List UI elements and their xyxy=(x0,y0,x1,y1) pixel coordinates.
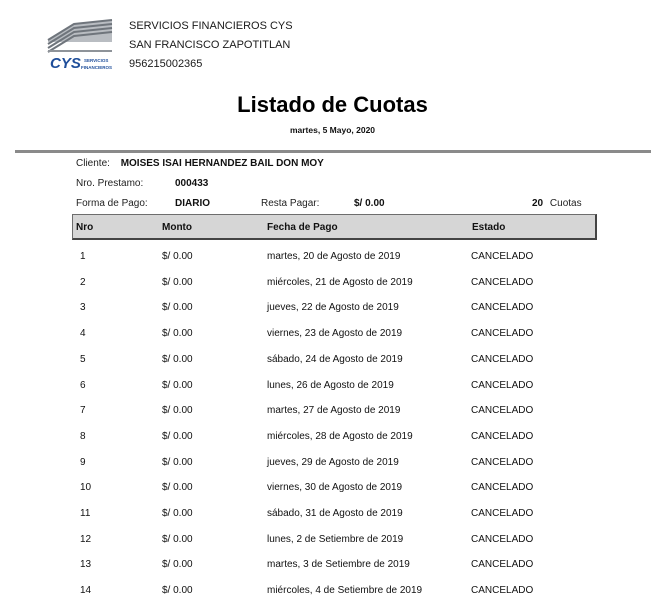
company-location: SAN FRANCISCO ZAPOTITLAN xyxy=(129,39,291,51)
quotas-label: Cuotas xyxy=(549,198,582,209)
logo-text: CYS xyxy=(50,55,81,72)
table-row xyxy=(0,527,665,552)
client-line xyxy=(76,158,324,169)
payment-line xyxy=(76,198,148,209)
table-row xyxy=(0,450,665,475)
row-nro: 14 xyxy=(80,585,92,597)
row-monto: $/ 0.00 xyxy=(162,585,193,597)
table-row xyxy=(0,373,665,398)
row-fecha: jueves, 22 de Agosto de 2019 xyxy=(267,302,399,314)
row-nro: 13 xyxy=(80,559,92,571)
row-nro: 9 xyxy=(80,456,86,468)
row-fecha: martes, 3 de Setiembre de 2019 xyxy=(267,559,410,571)
row-estado: CANCELADO xyxy=(471,251,534,262)
row-monto: $/ 0.00 xyxy=(162,328,193,340)
client-value: MOISES ISAI HERNANDEZ BAIL DON MOY xyxy=(120,158,324,169)
row-nro: 2 xyxy=(80,276,86,288)
row-fecha: miércoles, 4 de Setiembre de 2019 xyxy=(267,585,423,597)
row-nro: 5 xyxy=(80,353,86,365)
row-nro: 1 xyxy=(80,251,86,262)
row-estado: CANCELADO xyxy=(471,456,534,468)
row-estado: CANCELADO xyxy=(471,508,534,519)
row-fecha: viernes, 23 de Agosto de 2019 xyxy=(267,328,403,340)
row-monto: $/ 0.00 xyxy=(162,559,193,571)
payment-method xyxy=(175,198,210,209)
row-estado: CANCELADO xyxy=(471,276,534,288)
row-monto: $/ 0.00 xyxy=(162,353,193,365)
table-row xyxy=(0,424,665,449)
header-estado: Estado xyxy=(472,222,506,233)
table-row xyxy=(0,475,665,500)
row-nro: 6 xyxy=(80,379,86,391)
company-logo xyxy=(44,12,116,72)
table-row xyxy=(0,398,665,423)
row-fecha: miércoles, 28 de Agosto de 2019 xyxy=(267,430,413,442)
row-estado: CANCELADO xyxy=(471,328,534,340)
quotas-summary xyxy=(532,198,582,209)
company-phone: 956215002365 xyxy=(129,58,203,70)
row-nro: 11 xyxy=(80,508,91,519)
table-row xyxy=(0,295,665,320)
row-estado: CANCELADO xyxy=(471,405,534,417)
row-nro: 3 xyxy=(80,302,86,314)
row-monto: $/ 0.00 xyxy=(162,482,193,494)
row-monto: $/ 0.00 xyxy=(162,302,193,314)
table-row xyxy=(0,270,665,295)
table-row xyxy=(0,552,665,577)
loan-value: 000433 xyxy=(175,178,209,189)
table-row xyxy=(0,244,665,269)
row-estado: CANCELADO xyxy=(471,533,534,545)
header-monto: Monto xyxy=(162,222,192,233)
loan-number xyxy=(175,178,208,189)
row-monto: $/ 0.00 xyxy=(162,456,193,468)
row-estado: CANCELADO xyxy=(471,353,534,365)
row-nro: 7 xyxy=(80,405,86,417)
remaining-label: Resta Pagar: xyxy=(261,198,320,209)
quotas-count: 20 xyxy=(532,198,544,209)
payment-label: Forma de Pago: xyxy=(76,198,148,209)
company-name: SERVICIOS FINANCIEROS CYS xyxy=(129,20,293,32)
row-nro: 8 xyxy=(80,430,86,442)
row-monto: $/ 0.00 xyxy=(162,533,193,545)
report-date: martes, 5 Mayo, 2020 xyxy=(289,125,376,135)
row-estado: CANCELADO xyxy=(471,430,534,442)
row-estado: CANCELADO xyxy=(471,559,534,571)
table-row xyxy=(0,321,665,346)
row-nro: 10 xyxy=(80,482,92,494)
row-fecha: miércoles, 21 de Agosto de 2019 xyxy=(267,276,413,288)
row-nro: 4 xyxy=(80,328,86,340)
row-fecha: viernes, 30 de Agosto de 2019 xyxy=(267,482,403,494)
row-estado: CANCELADO xyxy=(471,585,534,597)
row-monto: $/ 0.00 xyxy=(162,430,193,442)
row-fecha: martes, 27 de Agosto de 2019 xyxy=(267,405,401,417)
row-monto: $/ 0.00 xyxy=(162,508,193,519)
row-monto: $/ 0.00 xyxy=(162,251,193,262)
row-monto: $/ 0.00 xyxy=(162,276,193,288)
row-fecha: jueves, 29 de Agosto de 2019 xyxy=(267,456,399,468)
header-divider xyxy=(15,150,651,153)
row-fecha: lunes, 26 de Agosto de 2019 xyxy=(267,379,394,391)
table-row xyxy=(0,501,665,526)
report-title: Listado de Cuotas xyxy=(237,92,428,117)
remaining-line xyxy=(261,198,319,209)
row-nro: 12 xyxy=(80,533,92,545)
remaining-amount xyxy=(354,198,385,209)
row-estado: CANCELADO xyxy=(471,482,534,494)
row-estado: CANCELADO xyxy=(471,302,534,314)
row-fecha: lunes, 2 de Setiembre de 2019 xyxy=(267,533,404,545)
row-monto: $/ 0.00 xyxy=(162,379,193,391)
row-fecha: sábado, 24 de Agosto de 2019 xyxy=(267,353,403,365)
loan-line xyxy=(76,178,143,189)
header-fecha: Fecha de Pago xyxy=(267,222,338,233)
logo-subtext-1: SERVICIOS xyxy=(84,58,109,63)
table-row xyxy=(0,578,665,603)
header-nro: Nro xyxy=(76,222,94,233)
row-monto: $/ 0.00 xyxy=(162,405,193,417)
payment-value: DIARIO xyxy=(175,198,210,209)
remaining-value: $/ 0.00 xyxy=(354,198,385,209)
company-info xyxy=(129,17,293,74)
table-header xyxy=(72,214,597,240)
loan-label: Nro. Prestamo: xyxy=(76,178,144,189)
logo-subtext-2: FINANCIEROS xyxy=(81,65,113,70)
row-fecha: sábado, 31 de Agosto de 2019 xyxy=(267,508,403,519)
table-row xyxy=(0,347,665,372)
row-estado: CANCELADO xyxy=(471,379,534,391)
row-fecha: martes, 20 de Agosto de 2019 xyxy=(267,251,401,262)
client-label: Cliente: xyxy=(76,158,110,169)
